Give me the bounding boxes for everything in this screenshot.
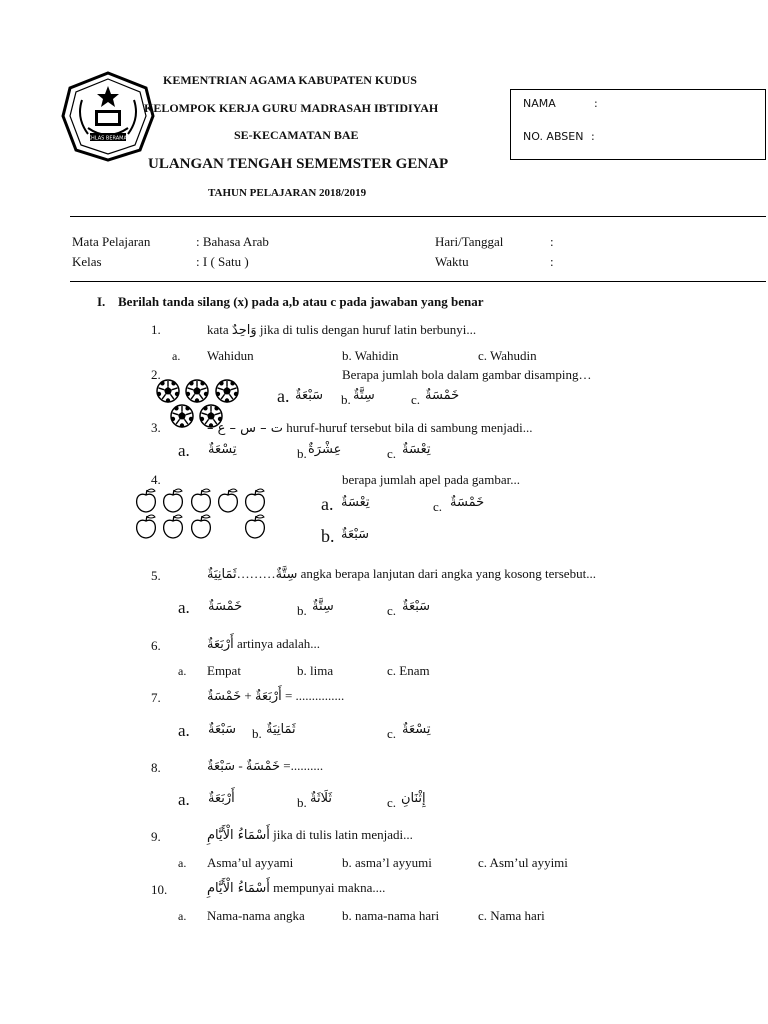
q1-arabic: وَاحِدٌ	[231, 323, 257, 338]
q9-option-a[interactable]: Asma’ul ayyami	[207, 855, 294, 870]
page-title: ULANGAN TENGAH SEMEMSTER GENAP	[148, 156, 449, 172]
hari-label: Hari/Tanggal	[435, 234, 504, 249]
q4-a-label: a.	[321, 494, 334, 514]
q7-number: 7.	[151, 690, 161, 705]
q3-number: 3.	[151, 420, 161, 435]
q9-arabic: أَسْمَاءُ الْأَيَّامِ	[207, 828, 270, 843]
q10-number: 10.	[151, 882, 168, 897]
kemenag-logo	[60, 70, 156, 162]
q5-option-a[interactable]: خَمْسَةٌ	[208, 599, 243, 614]
q8-b-label: b.	[297, 795, 307, 810]
q9-option-b[interactable]: b. asma’l ayyumi	[342, 855, 432, 870]
q4-number: 4.	[151, 472, 161, 487]
q8-option-c[interactable]: إِثْنَانِ	[401, 791, 426, 806]
hari-value: :	[550, 234, 554, 249]
q7-text: خَمْسَةٌ + أَرْبَعَةٌ = ...............	[207, 688, 345, 704]
header-kecamatan: SE-KECAMATAN BAE	[234, 128, 359, 142]
q1-text: kata وَاحِدٌ jika di tulis dengan huruf latin berbunyi...	[207, 322, 477, 338]
q5-option-c[interactable]: سَبْعَةٌ	[402, 599, 431, 614]
q2-b-label: b.	[341, 392, 351, 407]
apple-icon	[246, 515, 265, 538]
q5-arabic-1: ثَمَانِيَةٌ	[207, 567, 237, 582]
waktu-label: Waktu	[435, 254, 469, 269]
kelas-label: Kelas	[72, 254, 102, 269]
mapel-label: Mata Pelajaran	[72, 234, 151, 249]
nama-field[interactable]: :	[594, 97, 598, 110]
header-divider-bottom	[70, 281, 766, 282]
q6-text: أَرْبَعَةٌ artinya adalah...	[207, 636, 321, 652]
apple-icon	[164, 489, 183, 512]
apple-icon	[219, 489, 238, 512]
apples-image	[132, 488, 268, 542]
q8-option-b[interactable]: ثَلَاثَةٌ	[310, 791, 332, 806]
q4-c-label: c.	[433, 499, 443, 514]
q1-number: 1.	[151, 322, 161, 337]
q3-option-c[interactable]: تِعْسَةٌ	[402, 442, 431, 457]
q8-arabic-1: سَبْعَةٌ	[207, 759, 236, 774]
waktu-value: :	[550, 254, 554, 269]
q7-option-b[interactable]: ثَمَانِيَةٌ	[266, 722, 296, 737]
q4-option-b[interactable]: سَبْعَةٌ	[341, 527, 370, 542]
soccer-ball-icon	[157, 380, 179, 403]
q3-letters: ت – س – ع –	[207, 421, 284, 436]
q10-a-label: a.	[178, 909, 187, 923]
q9-text: أَسْمَاءُ الْأَيَّامِ jika di tulis latin menjadi...	[207, 827, 413, 843]
q6-number: 6.	[151, 638, 161, 653]
q1-option-a[interactable]: Wahidun	[207, 348, 254, 363]
q10-option-b[interactable]: b. nama-nama hari	[342, 908, 440, 923]
q6-option-a[interactable]: Empat	[207, 663, 241, 678]
apple-icon	[164, 515, 183, 538]
q1-option-b[interactable]: b. Wahidin	[342, 348, 399, 363]
q7-arabic-2: أَرْبَعَةٌ	[254, 689, 282, 704]
q6-option-c[interactable]: c. Enam	[387, 663, 430, 678]
q3-c-label: c.	[387, 446, 397, 461]
absen-label: NO. ABSEN	[523, 130, 584, 143]
q5-arabic-2: سِتَّةٌ	[275, 567, 298, 582]
header-ministry: KEMENTRIAN AGAMA KABUPATEN KUDUS	[163, 73, 417, 87]
q8-a-label: a.	[178, 790, 190, 809]
q6-a-label: a.	[178, 664, 187, 678]
q5-b-label: b.	[297, 603, 307, 618]
header-kkg: KELOMPOK KERJA GURU MADRASAH IBTIDIYAH	[144, 101, 439, 115]
q8-option-a[interactable]: أَرْبَعَةٌ	[208, 791, 235, 806]
nama-label: NAMA	[523, 97, 556, 110]
kelas-value: : I ( Satu )	[196, 254, 249, 269]
absen-field[interactable]: :	[591, 130, 595, 143]
q2-option-b[interactable]: سِتَّةٌ	[353, 388, 375, 403]
apple-icon	[192, 515, 211, 538]
q7-option-c[interactable]: تِسْعَةٌ	[402, 722, 431, 737]
q9-option-c[interactable]: c. Asm’ul ayyimi	[478, 855, 568, 870]
q1-option-c[interactable]: c. Wahudin	[478, 348, 537, 363]
q5-number: 5.	[151, 568, 161, 583]
q5-a-label: a.	[178, 598, 190, 617]
q8-arabic-2: خَمْسَةٌ	[245, 759, 281, 774]
mapel-value: : Bahasa Arab	[196, 234, 269, 249]
q7-b-label: b.	[252, 726, 262, 741]
apple-icon	[246, 489, 265, 512]
q2-c-label: c.	[411, 392, 421, 407]
school-year: TAHUN PELAJARAN 2018/2019	[208, 187, 367, 199]
q5-option-b[interactable]: سِتَّةٌ	[312, 599, 334, 614]
q8-text: سَبْعَةٌ - خَمْسَةٌ =..........	[207, 758, 324, 774]
header-divider-top	[70, 216, 766, 217]
q10-option-c[interactable]: c. Nama hari	[478, 908, 545, 923]
q8-number: 8.	[151, 760, 161, 775]
q8-c-label: c.	[387, 795, 397, 810]
q3-text: ت – س – ع – huruf-huruf tersebut bila di sambung menjadi...	[207, 420, 533, 436]
q4-option-a[interactable]: تِعْسَةٌ	[341, 495, 370, 510]
q10-arabic: أَسْمَاءُ الْأَيَّامِ	[207, 881, 270, 896]
logo-banner-text: IKHLAS BERAMAL	[86, 135, 130, 142]
q2-option-a[interactable]: سَبْعَةٌ	[295, 388, 324, 403]
q10-option-a[interactable]: Nama-nama angka	[207, 908, 305, 923]
q3-option-b[interactable]: عِشْرَةٌ	[308, 442, 342, 457]
q6-option-b[interactable]: b. lima	[297, 663, 334, 678]
q7-option-a[interactable]: سَبْعَةٌ	[208, 722, 237, 737]
q3-option-a[interactable]: تِسْعَةٌ	[208, 442, 237, 457]
q9-a-label: a.	[178, 856, 187, 870]
q2-option-c[interactable]: خَمْسَةٌ	[425, 388, 460, 403]
q9-number: 9.	[151, 829, 161, 844]
apple-icon	[192, 489, 211, 512]
q4-question: berapa jumlah apel pada gambar...	[342, 472, 520, 487]
apple-icon	[137, 489, 156, 512]
q7-arabic-1: خَمْسَةٌ	[207, 689, 242, 704]
q7-c-label: c.	[387, 726, 397, 741]
q5-text: ثَمَانِيَةٌ………سِتَّةٌ angka berapa lanjutan dari angka yang kosong tersebut...	[207, 566, 596, 582]
q4-b-label: b.	[321, 526, 335, 546]
q2-question: Berapa jumlah bola dalam gambar disamping…	[342, 367, 592, 382]
q5-c-label: c.	[387, 603, 397, 618]
q6-arabic: أَرْبَعَةٌ	[207, 637, 234, 652]
q3-a-label: a.	[178, 441, 190, 460]
q7-a-label: a.	[178, 721, 190, 740]
soccer-ball-icon	[216, 380, 238, 403]
q10-text: أَسْمَاءُ الْأَيَّامِ mempunyai makna....	[207, 880, 386, 896]
q3-b-label: b.	[297, 446, 307, 461]
section-number: I.	[97, 294, 106, 309]
q4-option-c[interactable]: خَمْسَةٌ	[450, 495, 485, 510]
q2-number: 2.	[151, 367, 161, 382]
soccer-ball-icon	[186, 380, 208, 403]
student-info-box	[510, 89, 766, 160]
section-instruction: Berilah tanda silang (x) pada a,b atau c pada jawaban yang benar	[118, 294, 484, 309]
apple-icon	[137, 515, 156, 538]
q1-a-label: a.	[172, 349, 181, 363]
soccer-ball-icon	[171, 405, 193, 428]
q2-a-label: a.	[277, 386, 290, 406]
